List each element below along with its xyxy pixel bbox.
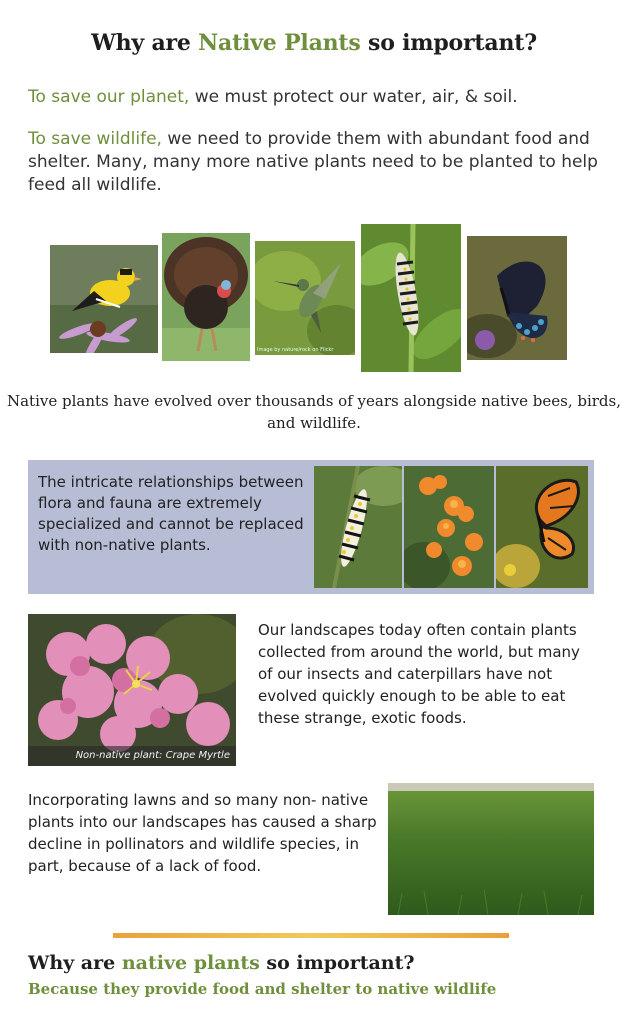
footer-q-prefix: Why are bbox=[28, 952, 122, 974]
landscapes-text: Our landscapes today often contain plants collected from around the world, but many of our insects and caterpillars have not evolved quickly enough to be able to eat these strange, exotic foods. bbox=[258, 621, 580, 727]
intro-wildlife bbox=[28, 128, 608, 197]
lawns-text: Incorporating lawns and so many non- native plants into our landscapes has caused a sharp decline in pollinators and wildlife species, in part, because of a lack of food. bbox=[28, 791, 377, 875]
crape-myrtle-photo bbox=[28, 614, 236, 766]
crape-caption: Non-native plant: Crape Myrtle bbox=[28, 746, 236, 766]
relationships-text: The intricate relationships between flora and fauna are extremely specialized and cannot be replaced with non-native plants. bbox=[38, 473, 304, 554]
title-prefix: Why are bbox=[91, 30, 199, 56]
footer-answer: Because they provide food and shelter to native wildlife bbox=[28, 980, 497, 998]
hummingbird-photo bbox=[255, 241, 355, 355]
wildlife-lead: To save wildlife, bbox=[28, 129, 162, 149]
page-title bbox=[0, 30, 628, 56]
divider-line bbox=[113, 933, 509, 938]
title-suffix: so important? bbox=[360, 30, 537, 56]
caterpillar-photo bbox=[361, 224, 461, 372]
intro-planet bbox=[28, 86, 608, 109]
monarch-caterpillar-photo bbox=[314, 466, 402, 588]
butterfly-weed-photo bbox=[404, 466, 494, 588]
lawn-photo bbox=[388, 783, 594, 915]
monarch-butterfly-photo bbox=[496, 466, 588, 588]
footer-question bbox=[28, 952, 608, 974]
photo-credit: Image by nature/rock on Flickr bbox=[257, 347, 334, 353]
footer-q-highlight: native plants bbox=[121, 952, 260, 974]
wildlife-rest: we need to provide them with abundant food and shelter. Many, many more native plants need to be planted to help feed all wildlife. bbox=[28, 129, 598, 195]
footer-q-suffix: so important? bbox=[259, 952, 415, 974]
title-highlight: Native Plants bbox=[198, 30, 361, 56]
goldfinch-photo bbox=[50, 245, 158, 353]
evolved-caption: Native plants have evolved over thousands of years alongside native bees, birds, and wildlife. bbox=[6, 392, 622, 432]
swallowtail-photo bbox=[467, 236, 567, 360]
turkey-photo bbox=[162, 233, 250, 361]
planet-lead: To save our planet, bbox=[28, 87, 190, 107]
planet-rest: we must protect our water, air, & soil. bbox=[189, 87, 518, 107]
